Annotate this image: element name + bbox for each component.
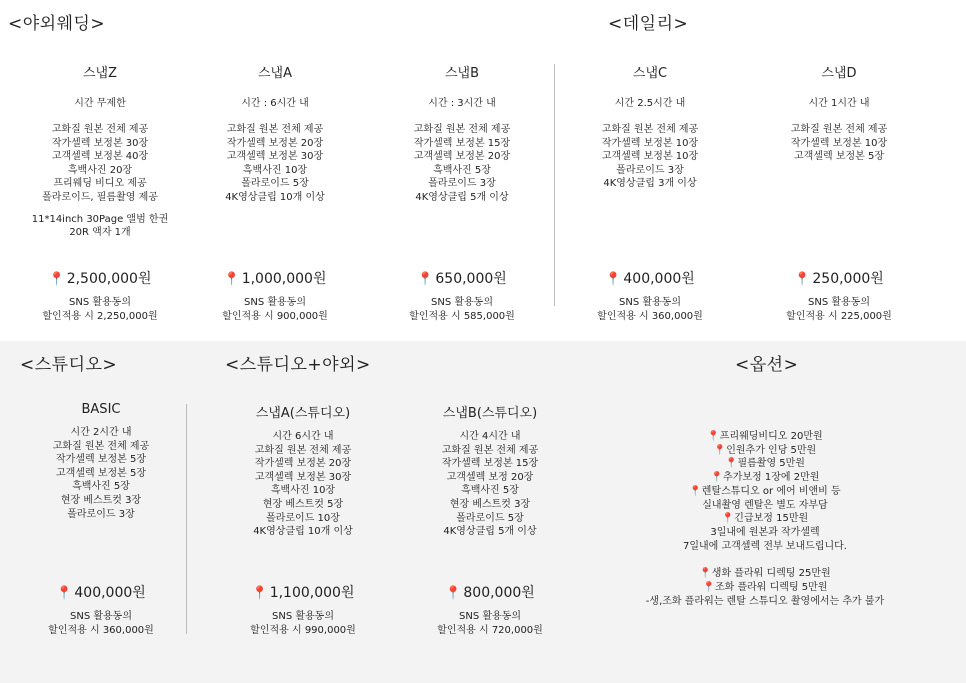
option-item: 📍필름촬영 5만원 [725,458,805,470]
price-value: 400,000원 [74,585,146,601]
package-snap-b [362,62,562,205]
package-items [362,123,562,205]
price-value: 400,000원 [623,271,695,287]
sns-discount-snap-a [175,296,375,323]
package-item: 고객셀렉 보정본 20장 [413,151,511,163]
package-item: 고화질 원본 전체 제공 [51,124,149,135]
pin-icon: 📍 [794,272,811,287]
package-item: 고화질 원본 전체 제공 [254,444,352,456]
package-item: 흑백사진 10장 [242,164,308,176]
sns-discount-snap-c [550,296,750,323]
package-item: 흑백사진 5장 [461,485,519,497]
package-duration: 시간 2시간 내 [70,427,132,438]
package-item: 고객셀렉 보정본 10장 [601,151,699,163]
option-note: -생,조화 플라워는 렌탈 스튜디오 촬영에서는 추가 불가 [645,595,885,607]
option-item: 📍프리웨딩비디오 20만원 [707,431,823,442]
package-snap-d [739,62,939,164]
sns-discount-price: 할인적용 시 225,000원 [786,310,892,322]
package-snap-b-studio [390,402,590,539]
package-item: 고화질 원본 전체 제공 [413,124,511,135]
pin-icon: 📍 [702,582,715,594]
package-duration: 시간 : 6시간 내 [241,98,309,109]
package-items [390,430,590,539]
package-name: 스냅B [444,66,480,81]
option-item: 📍렌탈스튜디오 or 에어 비앤비 등 [689,485,841,497]
package-item: 4K영상클립 5개 이상 [415,191,509,203]
sns-consent-label: SNS 활용동의 [70,611,132,622]
package-item: 흑백사진 20장 [67,164,133,176]
package-item: 작가셀렉 보정본 15장 [413,137,511,149]
sns-discount-snap-a-studio [203,610,403,637]
package-items [175,123,375,205]
package-item: 폴라로이드, 필름촬영 제공 [42,191,158,203]
options-list [600,430,930,608]
package-items [0,426,202,521]
package-item: 현장 베스트컷 3장 [60,494,142,506]
pin-icon: 📍 [56,586,73,601]
sns-consent-label: SNS 활용동의 [619,297,681,308]
package-items [203,430,403,539]
package-extra: 11*14inch 30Page 앨범 한권 [31,213,169,225]
package-snap-a [175,62,375,205]
package-snap-z [0,62,200,240]
price-value: 650,000원 [435,271,507,287]
package-snap-a-studio [203,402,403,539]
package-item: 흑백사진 5장 [72,481,130,493]
package-item: 4K영상클립 10개 이상 [225,191,325,203]
studio-section-title: <스튜디오> [20,355,118,375]
package-items [739,123,939,164]
sns-discount-basic [0,610,202,637]
price-value: 1,100,000원 [269,585,355,601]
sns-discount-snap-b-studio [390,610,590,637]
package-item: 4K영상클립 5개 이상 [443,526,537,538]
price-value: 800,000원 [463,585,535,601]
package-duration: 시간 4시간 내 [459,431,521,442]
package-name: 스냅A [257,66,292,81]
package-extra: 20R 액자 1개 [69,227,131,239]
option-note: 3일내에 원본과 작가셀렉 [710,526,820,538]
pin-icon: 📍 [223,272,240,287]
pin-icon: 📍 [710,472,724,484]
package-snap-c [550,62,750,191]
package-basic [0,402,202,521]
sns-discount-price: 할인적용 시 990,000원 [250,624,356,636]
package-item: 흑백사진 5장 [433,164,491,176]
pin-icon: 📍 [48,272,65,287]
sns-consent-label: SNS 활용동의 [431,297,493,308]
sns-discount-price: 할인적용 시 720,000원 [437,624,543,636]
pin-icon: 📍 [251,586,268,601]
options-section-title: <옵션> [735,355,799,375]
option-note: 실내촬영 렌탈은 별도 자부담 [702,499,828,511]
package-item: 폴라로이드 5장 [456,512,524,524]
package-item: 폴라로이드 10장 [266,512,340,524]
package-extras [0,213,200,240]
package-name: 스냅C [632,66,668,81]
package-item: 작가셀렉 보정본 10장 [790,137,888,149]
package-name: BASIC [81,402,121,417]
sns-discount-snap-d [739,296,939,323]
package-name: 스냅A(스튜디오) [255,406,351,421]
price-snap-a-studio [203,582,403,602]
sns-discount-price: 할인적용 시 2,250,000원 [42,310,158,322]
option-item: 📍인원추가 인당 5만원 [713,444,817,456]
sns-consent-label: SNS 활용동의 [459,611,521,622]
package-item: 작가셀렉 보정본 5장 [56,454,146,466]
package-item: 고객셀렉 보정 20장 [446,471,534,483]
package-items [0,123,200,205]
package-item: 작가셀렉 보정본 30장 [51,137,149,149]
package-item: 프리웨딩 비디오 제공 [53,178,147,190]
package-name: 스냅B(스튜디오) [442,406,538,421]
package-item: 폴라로이드 3장 [616,164,684,176]
package-item: 작가셀렉 보정본 20장 [226,137,324,149]
package-item: 작가셀렉 보정본 20장 [254,458,352,470]
pin-icon: 📍 [605,272,622,287]
option-item: 📍조화 플라워 디렉팅 5만원 [702,582,828,594]
sns-consent-label: SNS 활용동의 [69,297,131,308]
package-name: 스냅D [821,66,857,81]
price-snap-b-studio [390,582,590,602]
price-value: 250,000원 [812,271,884,287]
package-item: 고객셀렉 보정본 30장 [226,151,324,163]
package-duration: 시간 1시간 내 [808,98,870,109]
sns-consent-label: SNS 활용동의 [244,297,306,308]
sns-discount-snap-b [362,296,562,323]
package-item: 작가셀렉 보정본 10장 [601,137,699,149]
package-item: 4K영상클립 10개 이상 [253,526,353,538]
price-snap-b [362,268,562,288]
price-snap-d [739,268,939,288]
pin-icon: 📍 [699,568,712,580]
price-value: 1,000,000원 [241,271,327,287]
pin-icon: 📍 [689,485,702,497]
package-item: 고객셀렉 보정본 40장 [51,151,149,163]
package-item: 고객셀렉 보정본 5장 [794,151,884,163]
package-item: 폴라로이드 3장 [428,178,496,190]
package-item: 고화질 원본 전체 제공 [790,124,888,135]
studio-outdoor-section-title: <스튜디오+야외> [225,355,371,375]
sns-consent-label: SNS 활용동의 [272,611,334,622]
package-item: 고객셀렉 보정본 5장 [56,467,146,479]
package-item: 4K영상클립 3개 이상 [603,178,697,190]
pin-icon: 📍 [721,513,735,525]
package-item: 흑백사진 10장 [270,485,336,497]
price-value: 2,500,000원 [66,271,152,287]
package-name: 스냅Z [82,66,118,81]
package-item: 고화질 원본 전체 제공 [441,444,539,456]
package-item: 고화질 원본 전체 제공 [601,124,699,135]
daily-section-title: <데일리> [608,14,689,34]
section-divider [186,404,187,634]
package-duration: 시간 6시간 내 [272,431,334,442]
sns-discount-snap-z [0,296,200,323]
package-item: 현장 베스트컷 5장 [262,498,344,510]
price-snap-a [175,268,375,288]
option-item: 📍생화 플라워 디렉팅 25만원 [699,568,831,580]
pin-icon: 📍 [417,272,434,287]
outdoor-section-title: <야외웨딩> [8,14,106,34]
package-item: 폴라로이드 3장 [67,508,135,520]
sns-discount-price: 할인적용 시 585,000원 [409,310,515,322]
package-item: 폴라로이드 5장 [241,178,309,190]
package-item: 고화질 원본 전체 제공 [226,124,324,135]
pin-icon: 📍 [725,458,738,470]
pin-icon: 📍 [707,431,720,442]
package-duration: 시간 무제한 [74,98,126,109]
package-duration: 시간 2.5시간 내 [614,98,686,109]
option-item: 📍추가보정 1장에 2만원 [710,472,820,484]
sns-consent-label: SNS 활용동의 [808,297,870,308]
package-item: 현장 베스트컷 3장 [449,498,531,510]
price-snap-c [550,268,750,288]
sns-discount-price: 할인적용 시 360,000원 [48,624,154,636]
package-item: 고객셀렉 보정본 30장 [254,471,352,483]
package-item: 작가셀렉 보정본 15장 [441,458,539,470]
price-snap-z [0,268,200,288]
package-items [550,123,750,191]
price-basic [0,582,202,602]
package-item: 고화질 원본 전체 제공 [52,440,150,452]
option-item: 📍긴급보정 15만원 [721,513,809,525]
pin-icon: 📍 [445,586,462,601]
sns-discount-price: 할인적용 시 900,000원 [222,310,328,322]
sns-discount-price: 할인적용 시 360,000원 [597,310,703,322]
package-duration: 시간 : 3시간 내 [428,98,496,109]
pin-icon: 📍 [713,444,727,456]
option-note: 7일내에 고객셀렉 전부 보내드립니다. [683,540,847,552]
